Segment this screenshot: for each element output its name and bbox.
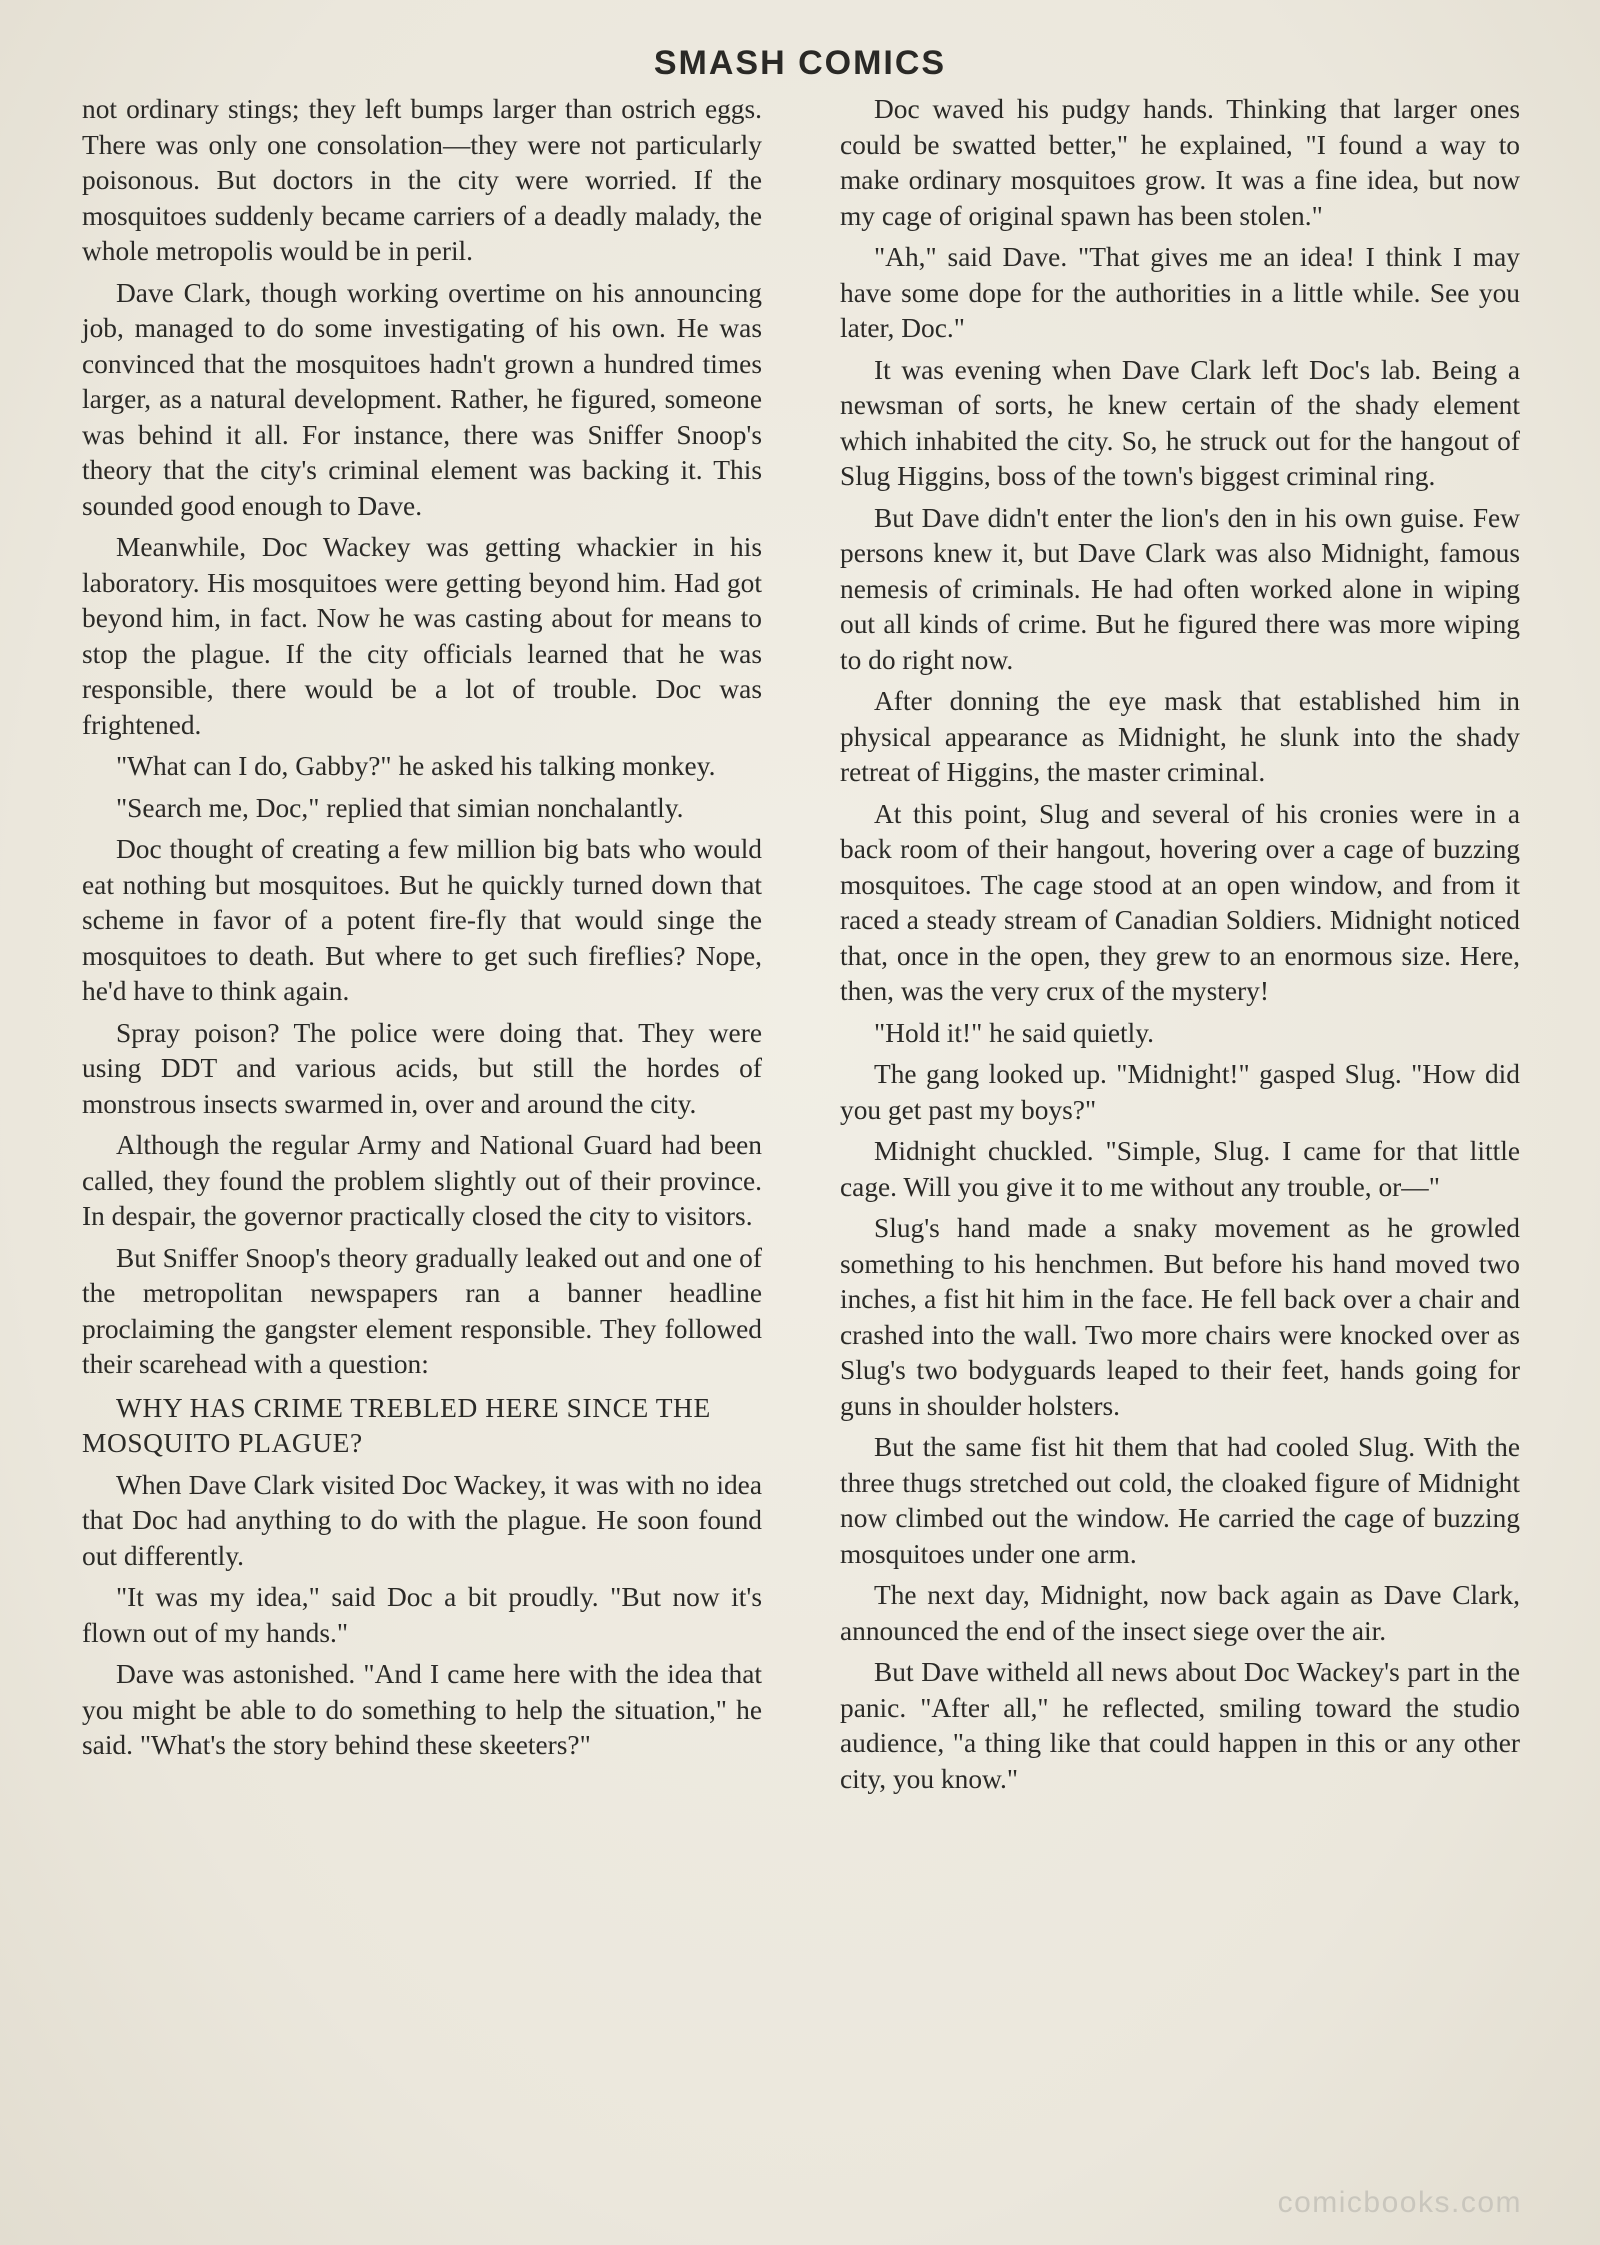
paragraph: But Dave didn't enter the lion's den in his own guise. Few persons knew it, but Dave Clark was also Midnight, famous nemesis of criminals. He had often worked alone in wiping out all kinds of crime. But he figured there was more wiping to do right now. — [840, 502, 1520, 675]
paragraph: Doc waved his pudgy hands. Thinking that larger ones could be swatted better," he explained, "I found a way to make ordinary mosquitoes grow. It was a fine idea, but now my cage of original spawn has been stolen." — [840, 94, 1520, 231]
paragraph: "Search me, Doc," replied that simian nonchalantly. — [116, 792, 684, 823]
right-text-column — [840, 92, 1520, 1797]
page-title: SMASH COMICS — [653, 44, 947, 82]
paragraph: It was evening when Dave Clark left Doc's lab. Being a newsman of sorts, he knew certain of the shady element which inhabited the city. So, he struck out for the hangout of Slug Higgins, boss of the town's biggest criminal ring. — [840, 354, 1520, 491]
left-text-column — [82, 92, 762, 1764]
paragraph: "What can I do, Gabby?" he asked his talking monkey. — [116, 751, 716, 781]
paragraph: At this point, Slug and several of his cronies were in a back room of their hangout, hovering over a cage of buzzing mosquitoes. The cage stood at an open window, and from it raced a steady stream of Canadian Soldiers. Midnight noticed that, once in the open, they grew to an enormous size. Here, then, was the very crux of the mystery! — [840, 798, 1520, 1006]
paragraph: Dave was astonished. "And I came here with the idea that you might be able to do something to help the situation," he said. "What's the story behind these skeeters?" — [82, 1659, 762, 1760]
paragraph: "Ah," said Dave. "That gives me an idea! I think I may have some dope for the authorities in a little while. See you later, Doc." — [840, 242, 1520, 343]
paragraph: The next day, Midnight, now back again as Dave Clark, announced the end of the insect siege over the air. — [840, 1580, 1520, 1646]
paragraph: "Hold it!" he said quietly. — [874, 1017, 1154, 1048]
paragraph: But Dave witheld all news about Doc Wackey's part in the panic. "After all," he reflected, smiling toward the studio audience, "a thing like that could happen in this or any other city, you know." — [840, 1657, 1520, 1794]
paragraph: But the same fist hit them that had cooled Slug. With the three thugs stretched out cold, the cloaked figure of Midnight now climbed out the window. He carried the cage of buzzing mosquitoes under one arm. — [840, 1432, 1520, 1569]
paragraph: The gang looked up. "Midnight!" gasped Slug. "How did you get past my boys?" — [840, 1059, 1520, 1125]
paragraph: Slug's hand made a snaky movement as he growled something to his henchmen. But before his hand moved two inches, a fist hit him in the face. He fell back over a chair and crashed into the wall. Two more chairs were knocked over as Slug's two bodyguards leaped to their feet, hands going for guns in shoulder holsters. — [840, 1213, 1520, 1421]
paragraph: Although the regular Army and National Guard had been called, they found the problem slightly out of their province. In despair, the governor practically closed the city to visitors. — [82, 1130, 762, 1231]
paragraph: "It was my idea," said Doc a bit proudly. "But now it's flown out of my hands." — [82, 1582, 762, 1648]
paragraph: Doc thought of creating a few million big bats who would eat nothing but mosquitoes. But he quickly turned down that scheme in favor of a potent fire-fly that would singe the mosquitoes to death. But where to get such fireflies? Nope, he'd have to think again. — [82, 834, 762, 1006]
paragraph: When Dave Clark visited Doc Wackey, it was with no idea that Doc had anything to do with the plague. He soon found out differently. — [82, 1469, 762, 1571]
paragraph: After donning the eye mask that established him in physical appearance as Midnight, he slunk into the shady retreat of Higgins, the master criminal. — [840, 686, 1520, 787]
paragraph: Spray poison? The police were doing that. They were using DDT and various acids, but still the hordes of monstrous insects swarmed in, over and around the city. — [82, 1017, 762, 1119]
site-watermark: comicbooks.com — [1277, 2186, 1522, 2219]
paragraph: not ordinary stings; they left bumps larger than ostrich eggs. There was only one consolation—they were not particularly poisonous. But doctors in the city were worried. If the mosquitoes suddenly became carriers of a deadly malady, the whole metropolis would be in peril. — [82, 94, 762, 266]
paragraph: But Sniffer Snoop's theory gradually leaked out and one of the metropolitan newspapers ran a banner headline proclaiming the gangster element responsible. They followed their scarehead with a question: — [82, 1242, 762, 1379]
newspaper-headline: WHY HAS CRIME TREBLED HERE SINCE THE MOSQUITO PLAGUE? — [82, 1392, 711, 1458]
paragraph: Dave Clark, though working overtime on his announcing job, managed to do some investigating of his own. He was convinced that the mosquitoes hadn't grown a hundred times larger, as a natural development. Rather, he figured, someone was behind it all. For instance, there was Sniffer Snoop's theory that the city's criminal element was backing it. This sounded good enough to Dave. — [82, 277, 762, 521]
paragraph: Midnight chuckled. "Simple, Slug. I came for that little cage. Will you give it to me without any trouble, or—" — [840, 1136, 1520, 1202]
paragraph: Meanwhile, Doc Wackey was getting whackier in his laboratory. His mosquitoes were getting beyond him. Had got beyond him, in fact. Now he was casting about for means to stop the plague. If the city officials learned that he was responsible, there would be a lot of trouble. Doc was frightened. — [82, 532, 762, 740]
